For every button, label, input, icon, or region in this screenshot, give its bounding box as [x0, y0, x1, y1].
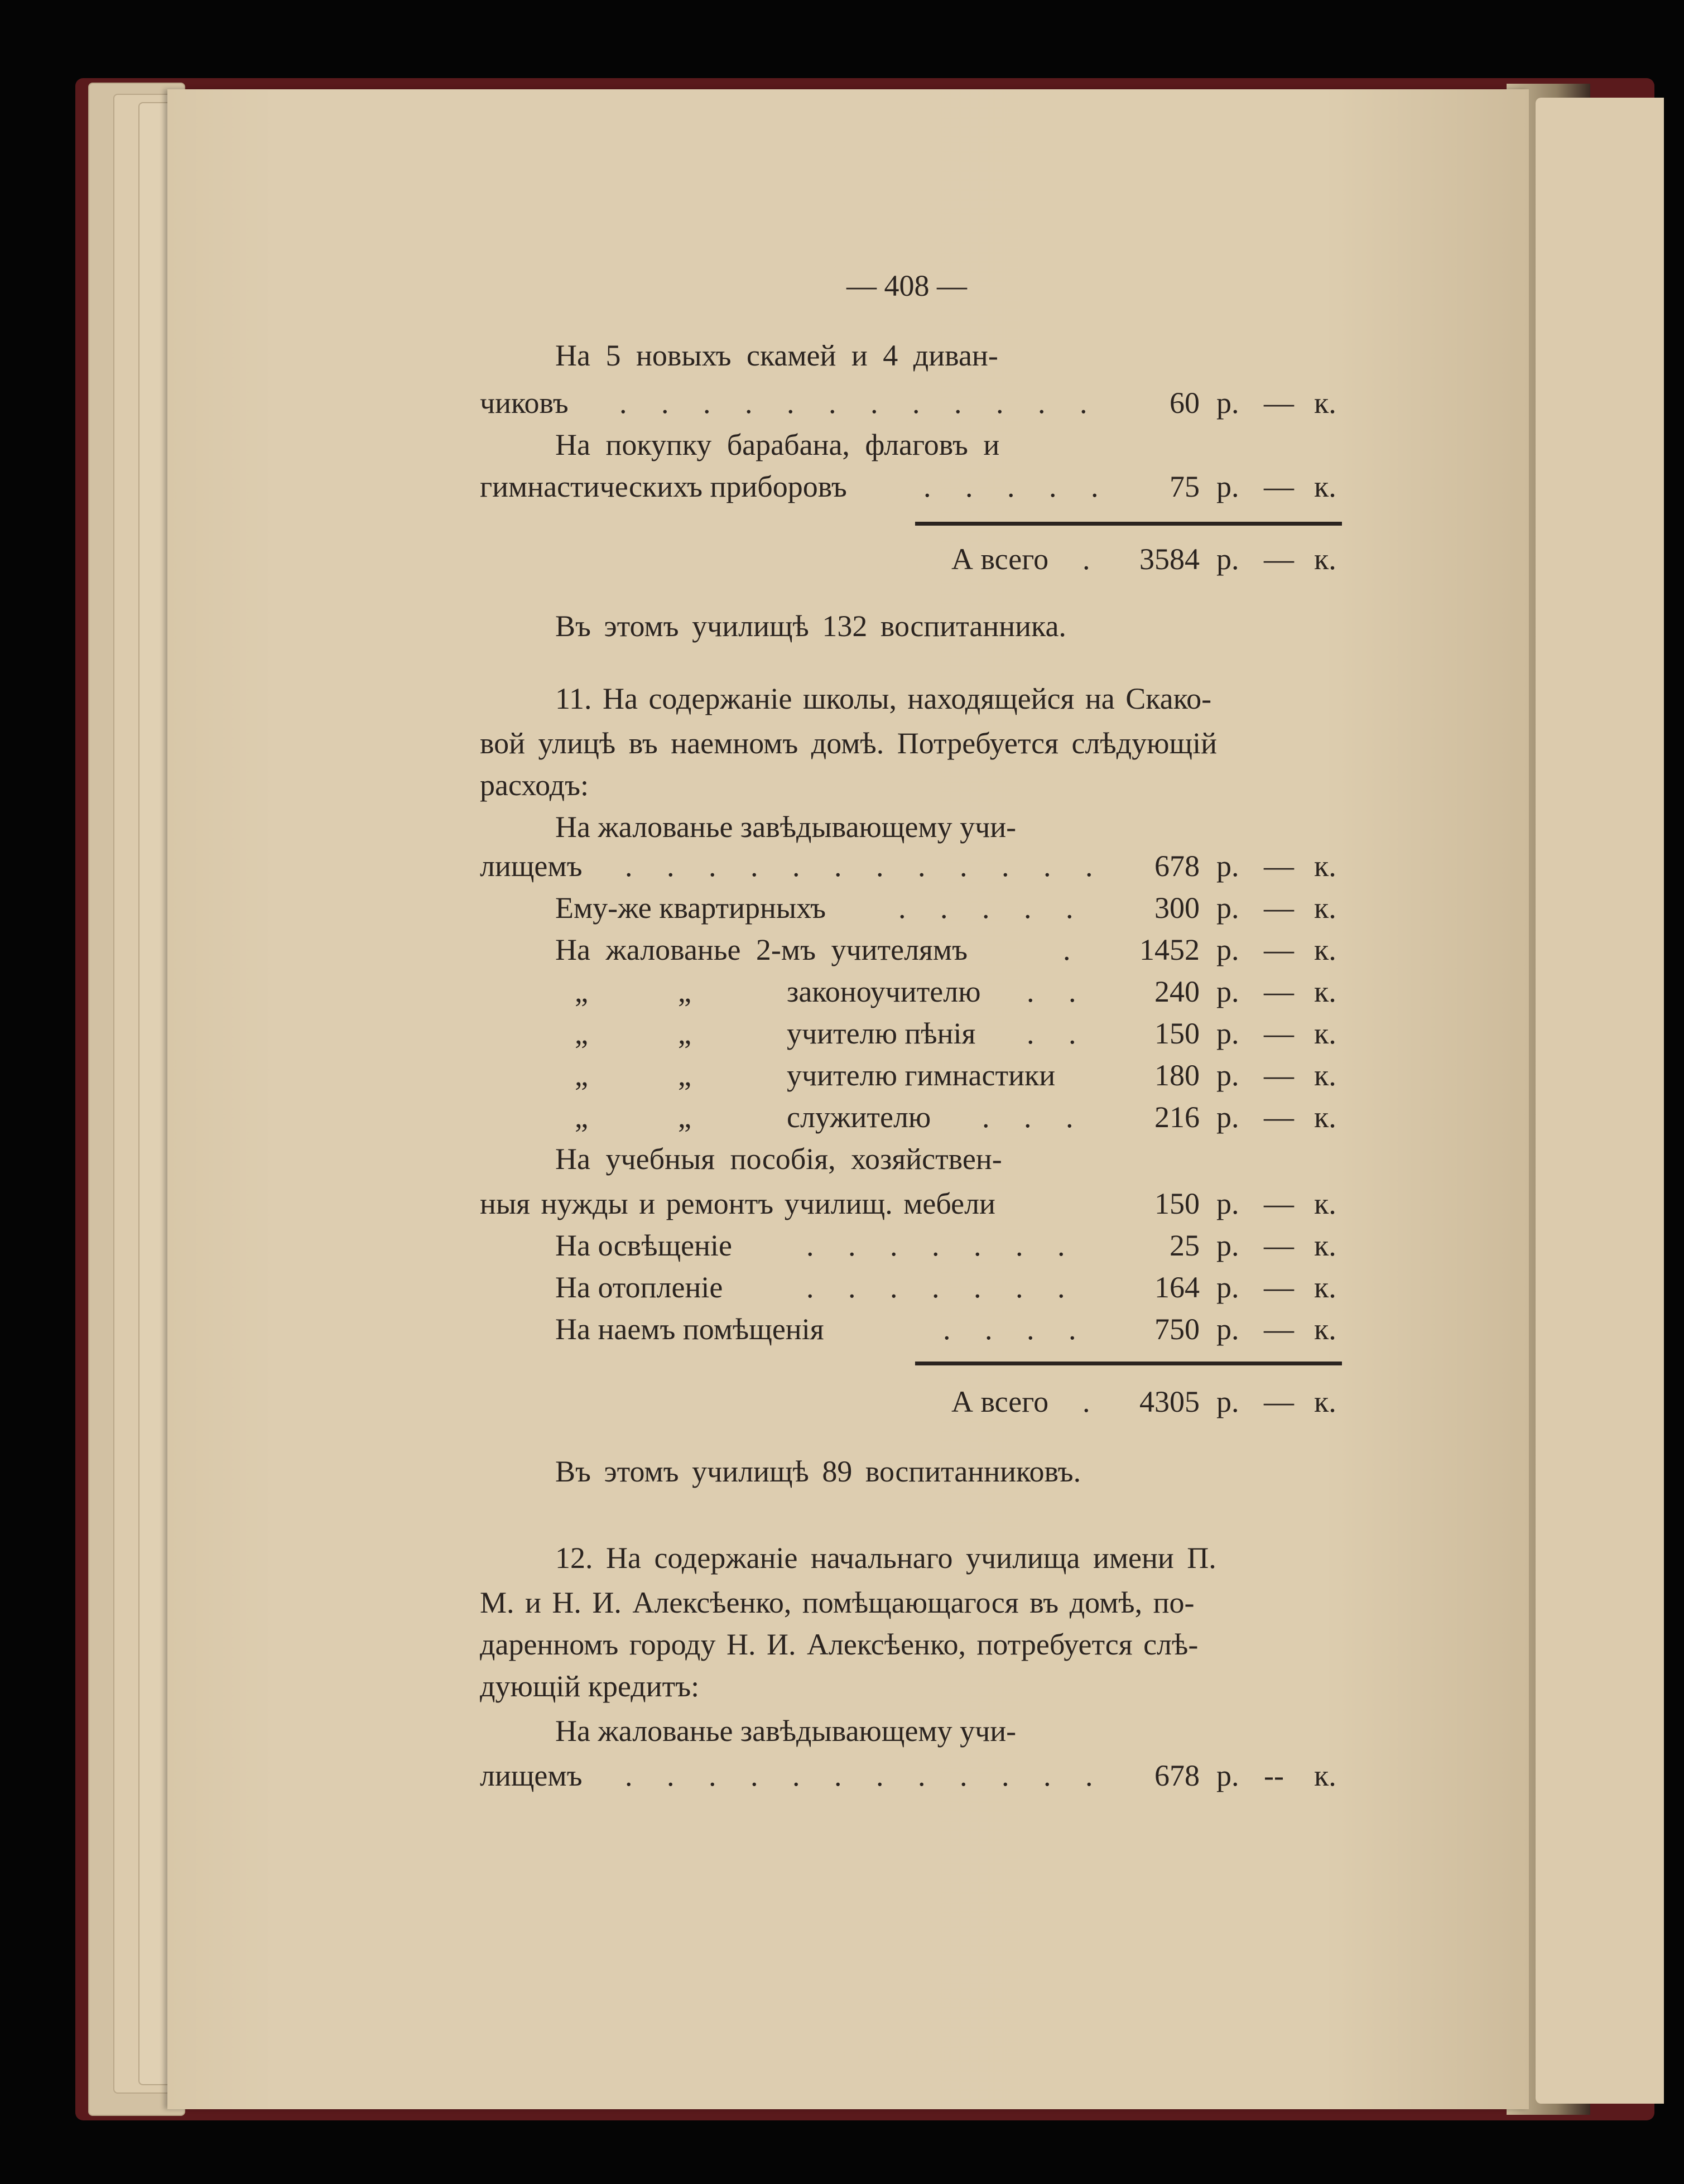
dot-leader: . . . . .	[923, 470, 1112, 503]
line: На покупку барабана, флаговъ и	[555, 428, 1000, 461]
ditto-mark: „	[678, 1100, 691, 1134]
kop-unit: к.	[1314, 1312, 1336, 1346]
ditto-mark: „	[575, 1059, 588, 1092]
amount: 25	[1170, 1229, 1200, 1262]
rub-unit: р.	[1216, 1059, 1239, 1092]
item-label: На освѣщеніе	[555, 1229, 733, 1262]
dot-leader: . . . . . . . . . . . .	[625, 849, 1106, 883]
amount: 60	[1170, 386, 1200, 420]
rub-unit: р.	[1216, 975, 1239, 1008]
paragraph-line: расходъ:	[480, 768, 589, 802]
dash: —	[1264, 933, 1294, 966]
dot: .	[1082, 542, 1090, 576]
dot: .	[1063, 933, 1071, 966]
kop-unit: к.	[1314, 1187, 1336, 1220]
amount: 750	[1154, 1312, 1200, 1346]
ditto-mark: „	[575, 1100, 588, 1134]
item-label: На отопленіе	[555, 1271, 723, 1304]
total-label: А всего	[951, 542, 1049, 576]
item-label: На жалованье 2-мъ учителямъ	[555, 933, 968, 966]
students-note: Въ этомъ училищѣ 132 воспитанника.	[555, 609, 1066, 643]
kop-unit: к.	[1314, 849, 1336, 883]
kop-unit: к.	[1314, 1271, 1336, 1304]
rub-unit: р.	[1216, 849, 1239, 883]
amount: 75	[1170, 470, 1200, 503]
dash: —	[1264, 1229, 1294, 1262]
rub-unit: р.	[1216, 1271, 1239, 1304]
kop-unit: к.	[1314, 891, 1336, 925]
item-label: учителю пѣнія	[787, 1017, 976, 1050]
amount: 150	[1154, 1017, 1200, 1050]
rub-unit: р.	[1216, 1229, 1239, 1262]
dash: --	[1264, 1759, 1284, 1792]
kop-unit: к.	[1314, 470, 1336, 503]
item-label: лищемъ	[480, 849, 583, 883]
total-amount: 3584	[1139, 542, 1200, 576]
dot-leader: . .	[1027, 975, 1090, 1008]
page-number: — 408 —	[846, 269, 967, 302]
item-label: На учебныя пособія, хозяйствен-	[555, 1142, 1002, 1176]
total-rule	[915, 522, 1342, 526]
amount: 1452	[1139, 933, 1200, 966]
amount: 678	[1154, 849, 1200, 883]
kop-unit: к.	[1314, 1017, 1336, 1050]
dash: —	[1264, 1017, 1294, 1050]
kop-unit: к.	[1314, 1385, 1336, 1418]
dot-leader: . . . . . . . . . . . .	[619, 386, 1101, 420]
rub-unit: р.	[1216, 1385, 1239, 1418]
total-rule	[915, 1362, 1342, 1365]
dot-leader: . . .	[982, 1100, 1087, 1134]
amount: 164	[1154, 1271, 1200, 1304]
dash: —	[1264, 849, 1294, 883]
dot-leader: . . . . . . .	[806, 1229, 1079, 1262]
dash: —	[1264, 975, 1294, 1008]
item-label: лищемъ	[480, 1759, 583, 1792]
item-label: Ему-же квартирныхъ	[555, 891, 826, 925]
ditto-mark: „	[678, 1059, 691, 1092]
kop-unit: к.	[1314, 1229, 1336, 1262]
dash: —	[1264, 891, 1294, 925]
students-note: Въ этомъ училищѣ 89 воспитанниковъ.	[555, 1455, 1081, 1488]
dot-leader: . . . . .	[898, 891, 1087, 925]
ditto-mark: „	[575, 975, 588, 1008]
amount: 240	[1154, 975, 1200, 1008]
item-label: На жалованье завѣдывающему учи-	[555, 1714, 1017, 1748]
paragraph-line: даренномъ городу Н. И. Алексѣенко, потребуется слѣ-	[480, 1628, 1199, 1661]
dot-leader: . . . . . . . . . . . .	[625, 1759, 1106, 1792]
rub-unit: р.	[1216, 1017, 1239, 1050]
amount: 678	[1154, 1759, 1200, 1792]
dot-leader: . .	[1027, 1017, 1090, 1050]
rub-unit: р.	[1216, 470, 1239, 503]
rub-unit: р.	[1216, 1100, 1239, 1134]
kop-unit: к.	[1314, 975, 1336, 1008]
dash: —	[1264, 1271, 1294, 1304]
dash: —	[1264, 470, 1294, 503]
dash: —	[1264, 1100, 1294, 1134]
kop-unit: к.	[1314, 386, 1336, 420]
dot-leader: . . . .	[943, 1312, 1090, 1346]
kop-unit: к.	[1314, 542, 1336, 576]
item-label: законоучителю	[787, 975, 981, 1008]
kop-unit: к.	[1314, 1759, 1336, 1792]
dash: —	[1264, 542, 1294, 576]
dash: —	[1264, 386, 1294, 420]
ditto-mark: „	[678, 975, 691, 1008]
amount: 216	[1154, 1100, 1200, 1134]
rub-unit: р.	[1216, 891, 1239, 925]
item-label: ныя нужды и ремонтъ училищ. мебели	[480, 1187, 995, 1220]
amount: 300	[1154, 891, 1200, 925]
dot: .	[1082, 1385, 1090, 1418]
total-label: А всего	[951, 1385, 1049, 1418]
rub-unit: р.	[1216, 933, 1239, 966]
dot-leader: . . . . . . .	[806, 1271, 1079, 1304]
rub-unit: р.	[1216, 386, 1239, 420]
dash: —	[1264, 1312, 1294, 1346]
rub-unit: р.	[1216, 542, 1239, 576]
dash: —	[1264, 1059, 1294, 1092]
kop-unit: к.	[1314, 1100, 1336, 1134]
item-label: служителю	[787, 1100, 931, 1134]
item-label: На жалованье завѣдывающему учи-	[555, 810, 1017, 844]
paragraph-line: 12. На содержаніе начальнаго училища имени П.	[555, 1541, 1216, 1575]
item-label: учителю гимнастики	[787, 1059, 1056, 1092]
paragraph-line: дующій кредитъ:	[480, 1670, 700, 1703]
ditto-mark: „	[678, 1017, 691, 1050]
paragraph-line: вой улицѣ въ наемномъ домѣ. Потребуется слѣдующій	[480, 727, 1217, 760]
amount: 150	[1154, 1187, 1200, 1220]
paragraph-line: М. и Н. И. Алексѣенко, помѣщающагося въ домѣ, по-	[480, 1586, 1195, 1619]
rub-unit: р.	[1216, 1312, 1239, 1346]
amount: 180	[1154, 1059, 1200, 1092]
rub-unit: р.	[1216, 1187, 1239, 1220]
line-label: чиковъ	[480, 386, 569, 420]
line: На 5 новыхъ скамей и 4 диван-	[555, 339, 998, 372]
paragraph-line: 11. На содержаніе школы, находящейся на Скако-	[555, 682, 1212, 715]
total-amount: 4305	[1139, 1385, 1200, 1418]
kop-unit: к.	[1314, 1059, 1336, 1092]
rub-unit: р.	[1216, 1759, 1239, 1792]
item-label: На наемъ помѣщенія	[555, 1312, 824, 1346]
ditto-mark: „	[575, 1017, 588, 1050]
dash: —	[1264, 1385, 1294, 1418]
dash: —	[1264, 1187, 1294, 1220]
line-label: гимнастическихъ приборовъ	[480, 470, 847, 503]
kop-unit: к.	[1314, 933, 1336, 966]
